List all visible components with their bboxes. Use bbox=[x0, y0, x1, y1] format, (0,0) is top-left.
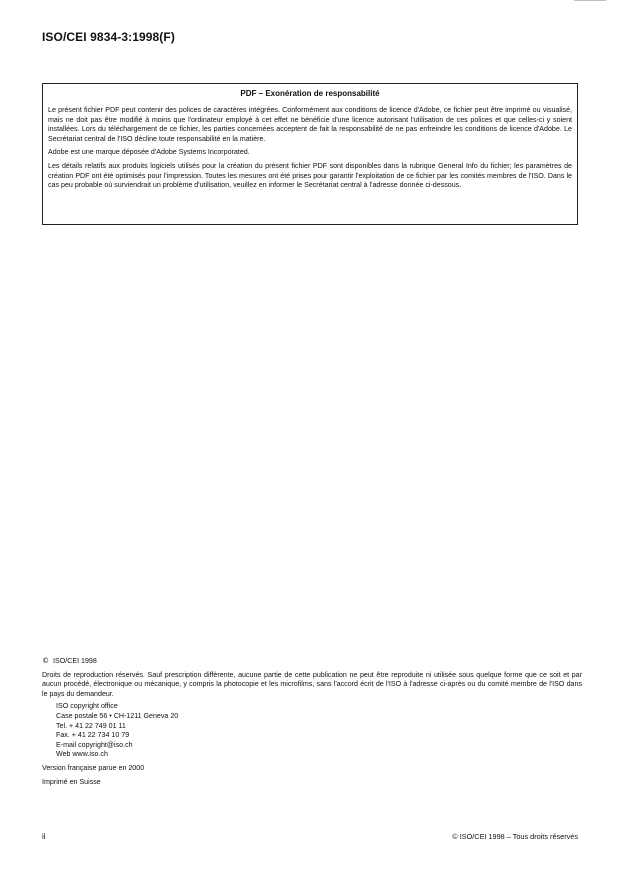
page-number: ii bbox=[42, 832, 46, 841]
top-rule bbox=[574, 0, 606, 1]
copyright-heading bbox=[42, 656, 582, 667]
contact-address: Case postale 56 • CH-1211 Geneva 20 bbox=[56, 711, 179, 720]
contact-email: E-mail copyright@iso.ch bbox=[56, 740, 133, 749]
disclaimer-paragraph-details: Les détails relatifs aux produits logiciels utilisés pour la création du présent fichier PDF sont disponibles dans la rubrique General Info du fichier; les paramètres de création PDF ont été optimisés pour l'impression. Toutes les mesures ont été prises pour garantir l'exploitation de ce fichier par les comités membres de l'ISO. Dans le cas peu probable où surviendrait un problème d'utilisation, veuillez en informer le Secrétariat central à l'adresse donnée ci-dessous. bbox=[48, 161, 572, 190]
footer-copyright: © ISO/CEI 1998 – Tous droits réservés bbox=[452, 832, 578, 841]
contact-office: ISO copyright office bbox=[56, 702, 118, 711]
disclaimer-title: PDF – Exonération de responsabilité bbox=[240, 89, 380, 98]
copyright-holder: ISO/CEI 1998 bbox=[53, 657, 97, 665]
document-id: ISO/CEI 9834-3:1998(F) bbox=[42, 30, 175, 44]
contact-list bbox=[56, 702, 582, 760]
copyright-block bbox=[42, 656, 582, 791]
copyright-symbol: © bbox=[42, 656, 50, 665]
contact-fax: Fax. + 41 22 734 10 79 bbox=[56, 731, 130, 740]
edition-line: Version française parue en 2000 bbox=[42, 763, 145, 772]
rights-text: Droits de reproduction réservés. Sauf prescription différente, aucune partie de cette publication ne peut être reproduite ni utilisée sous quelque forme que ce soit et par aucun procédé, électronique ou mécanique, y compris la photocopie et les microfilms, sans l'accord écrit de l'ISO à l'adresse ci-après ou du comité membre de l'ISO dans le pays du demandeur. bbox=[42, 670, 582, 698]
contact-phone: Tel. + 41 22 749 01 11 bbox=[56, 721, 126, 730]
disclaimer-paragraph-trademark: Adobe est une marque déposée d'Adobe Systems Incorporated. bbox=[48, 148, 250, 157]
printed-line: Imprimé en Suisse bbox=[42, 777, 101, 786]
contact-web: Web www.iso.ch bbox=[56, 750, 108, 759]
disclaimer-box bbox=[42, 83, 578, 225]
disclaimer-paragraph-license: Le présent fichier PDF peut contenir des polices de caractères intégrées. Conformément aux conditions de licence d'Adobe, ce fichier peut être imprimé ou visualisé, mais ne doit pas être modifié à moins que l'ordinateur employé à cet effet ne bénéficie d'une licence autorisant l'utilisation de ces polices et que celles-ci y soient installées. Lors du téléchargement de ce fichier, les parties concernées acceptent de fait la responsabilité de ne pas enfreindre les conditions de licence d'Adobe. Le Secrétariat central de l'ISO décline toute responsabilité en la matière. bbox=[48, 106, 572, 143]
